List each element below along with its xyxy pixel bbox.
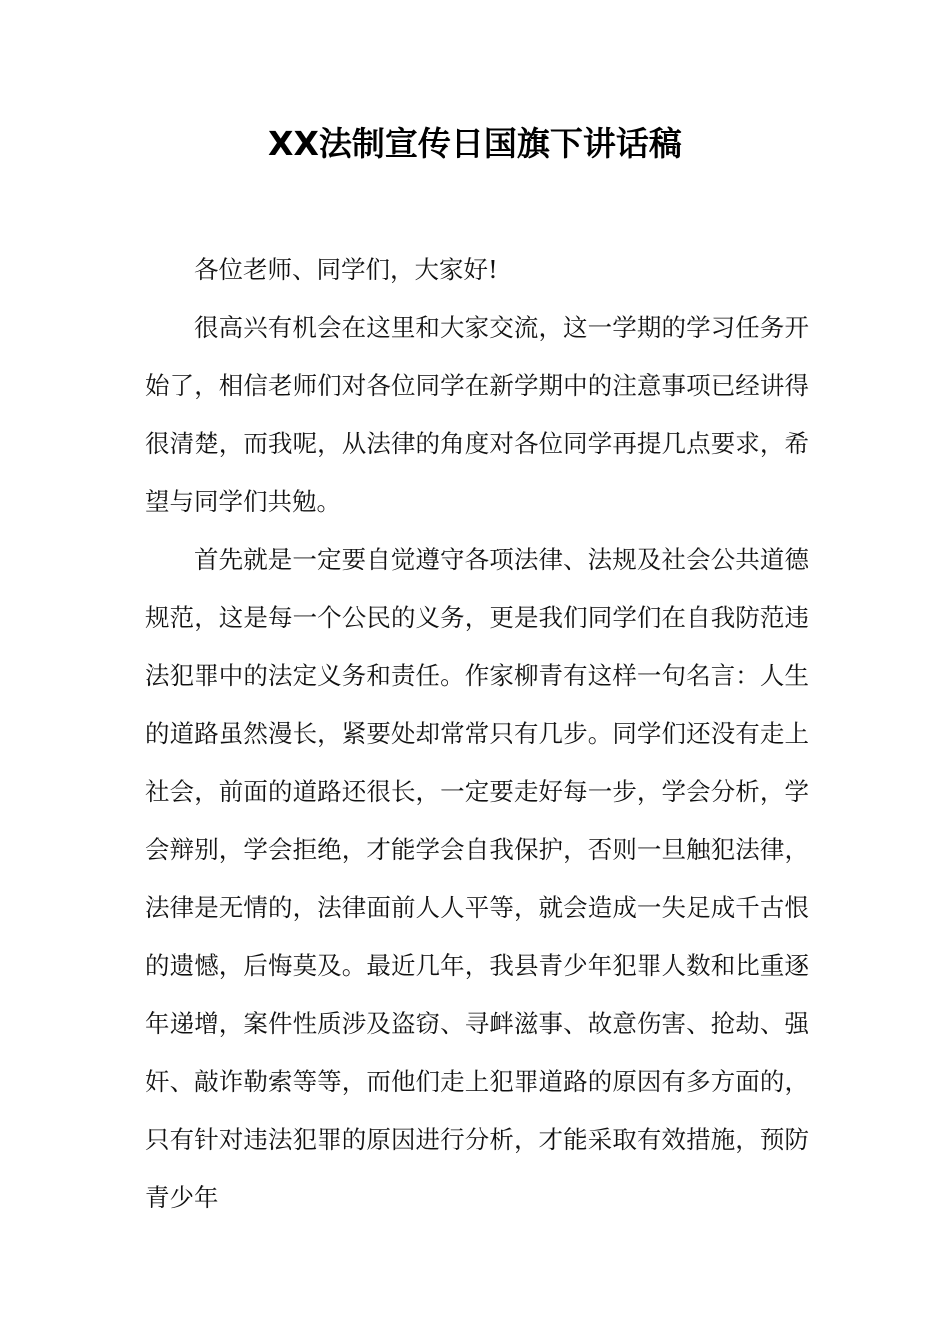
paragraph-intro: 很高兴有机会在这里和大家交流，这一学期的学习任务开始了，相信老师们对各位同学在新学期中的注意事项已经讲得很清楚，而我呢，从法律的角度对各位同学再提几点要求，希望与同学们共勉。	[145, 313, 809, 516]
document-body	[145, 241, 809, 1227]
document-title: XX法制宣传日国旗下讲话稿	[268, 124, 682, 163]
paragraph-greeting: 各位老师、同学们，大家好!	[194, 255, 498, 284]
paragraph-main: 首先就是一定要自觉遵守各项法律、法规及社会公共道德规范，这是每一个公民的义务，更是我们同学们在自我防范违法犯罪中的法定义务和责任。作家柳青有这样一句名言：人生的道路虽然漫长，紧要处却常常只有几步。同学们还没有走上社会，前面的道路还很长，一定要走好每一步，学会分析，学会辩别，学会拒绝，才能学会自我保护，否则一旦触犯法律，法律是无情的，法律面前人人平等，就会造成一失足成千古恨的遗憾，后悔莫及。最近几年，我县青少年犯罪人数和比重逐年递增，案件性质涉及盗窃、寻衅滋事、故意伤害、抢劫、强奸、敲诈勒索等等，而他们走上犯罪道路的原因有多方面的，只有针对违法犯罪的原因进行分析，才能采取有效措施，预防青少年	[145, 545, 809, 1212]
